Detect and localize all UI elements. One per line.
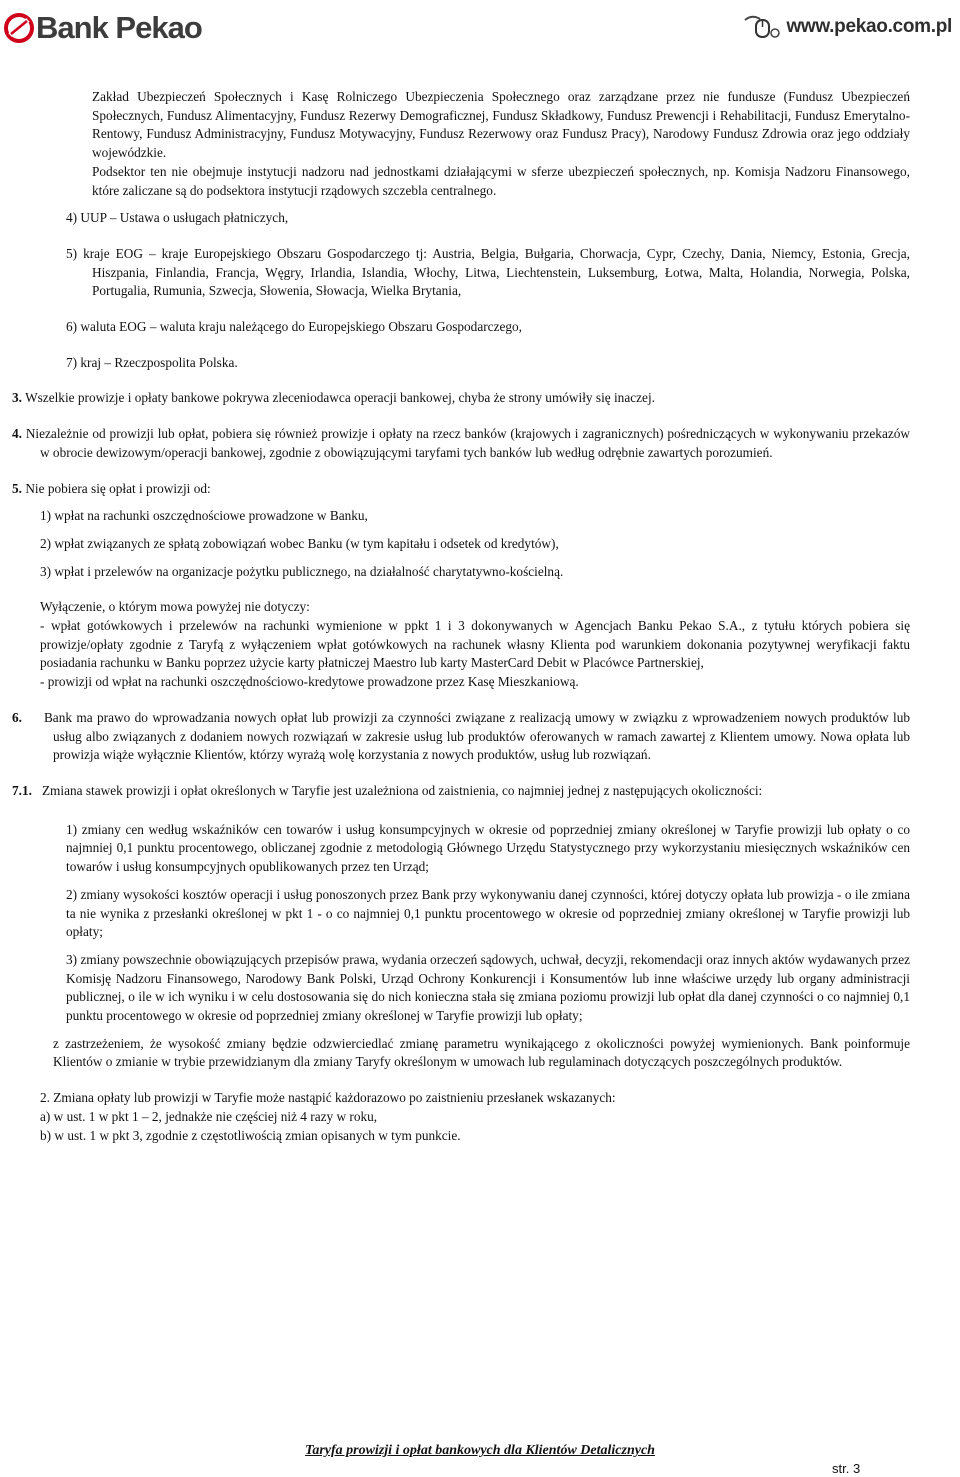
brand-name: Bank Pekao	[36, 10, 202, 45]
page-number: str. 3	[832, 1461, 861, 1476]
definition-7: 7) kraj – Rzeczpospolita Polska.	[66, 354, 238, 370]
section-5-text: Nie pobiera się opłat i prowizji od:	[25, 480, 211, 496]
section-7-item-3: 3) zmiany powszechnie obowiązujących przepisów prawa, wydania orzeczeń sądowych, uchwał, decyzji, rekomendacji oraz innych aktów wydawanych przez Komisję Nadzoru Finansowego, Narodowy Bank Polski, Urząd Ochrony Konkurencji i Konsumentów lub inne właściwe urzędy lub organy administracji publicznej, o ile w ich wyniku i w celu dostosowania się do nich konieczna stała się zmiana poziomu prowizji lub opłat dla danej czynności o co najmniej 0,1 punktu procentowego w okresie od poprzedniej zmiany określonej w Taryfie prowizji lub opłaty;	[66, 951, 910, 1024]
section-3-number: 3.	[12, 390, 22, 406]
section-3-text: Wszelkie prowizje i opłaty bankowe pokrywa zleceniodawca operacji bankowej, chyba że strony umówiły się inaczej.	[25, 390, 655, 406]
section-7-reservation: z zastrzeżeniem, że wysokość zmiany będzie odzwierciedlać zmianę parametru wynikającego z okoliczności powyżej wymienionych. Bank poinformuje Klientów o zmianie w trybie przewidzianym dla zmiany Taryfy określonym w umowach lub regulaminach dotyczących poszczególnych produktów.	[53, 1035, 910, 1070]
section-5-number: 5.	[12, 480, 22, 496]
section-3	[0, 389, 960, 408]
section-5	[0, 480, 960, 499]
page-header	[0, 0, 960, 52]
section-5-item-2: 2) wpłat związanych ze spłatą zobowiązań wobec Banku (w tym kapitału i odsetek od kredytów),	[40, 535, 559, 551]
exclusion-item-2: - prowizji od wpłat na rachunki oszczędnościowo-kredytowe prowadzone przez Kasę Mieszkaniową.	[40, 674, 579, 690]
section-6-number: 6.	[12, 709, 22, 725]
pekao-logo-icon	[4, 13, 34, 43]
section-6-text: Bank ma prawo do wprowadzania nowych opłat lub prowizji za czynności związane z realizacją umowy w związku z wprowadzeniem nowych produktów lub usług albo związanych z dodaniem nowych rozwiązań w zakresie usług lub produktów oferowanych w ramach zawartej z Klientem umowy. Nowa opłata lub prowizja wiąże wyłącznie Klientów, którzy wyrażą wolę korzystania z nowych produktów, usług lub rozwiązań.	[43, 709, 910, 763]
intro-paragraph-1: Zakład Ubezpieczeń Społecznych i Kasę Rolniczego Ubezpieczenia Społecznego oraz zarządzane przez nie fundusze (Fundusz Ubezpieczeń Społecznych, Fundusz Alimentacyjny, Fundusz Rezerwy Demograficznej, Fundusz Składkowy, Fundusz Prewencji i Rehabilitacji, Fundusz Emerytalno-Rentowy, Fundusz Administracyjny, Fundusz Motywacyjny, Fundusz Rezerwowy oraz Fundusz Pracy), Narodowy Fundusz Zdrowia oraz jego oddziały wojewódzkie.	[92, 89, 910, 161]
section-4-text: Niezależnie od prowizji lub opłat, pobiera się również prowizje i opłaty na rzecz banków (krajowych i zagranicznych) pośredniczących w wykonywaniu przekazów w obrocie dewizowym/operacji bankowej, zgodnie z obowiązującymi taryfami tych banków lub według odrębnie zawartych porozumień.	[25, 426, 910, 460]
section-7-paragraph-2-item-b: b) w ust. 1 w pkt 3, zgodnie z częstotliwością zmian opisanych w tym punkcie.	[40, 1127, 461, 1143]
section-5-item-1: 1) wpłat na rachunki oszczędnościowe prowadzone w Banku,	[40, 508, 368, 524]
footer-title: Taryfa prowizji i opłat bankowych dla Klientów Detalicznych	[305, 1443, 655, 1458]
mouse-globe-icon	[742, 12, 782, 42]
website-link[interactable]	[742, 12, 952, 42]
section-7-item-2: 2) zmiany wysokości kosztów operacji i usług ponoszonych przez Bank przy wykonywaniu danej czynności, której dotyczy opłata lub prowizja - o ile zmiana ta nie wynika z przesłanki określonej w pkt 1 - o co najmniej 0,1 punktu procentowego w okresie od poprzedniej zmiany określonej w Taryfie prowizji lub opłaty;	[66, 886, 910, 940]
definition-6: 6) waluta EOG – waluta kraju należącego do Europejskiego Obszaru Gospodarczego,	[66, 319, 522, 335]
section-4-number: 4.	[12, 426, 22, 442]
section-7-number: 7.1.	[12, 782, 32, 798]
exclusion-item-1: - wpłat gotówkowych i przelewów na rachunki wymienione w ppkt 1 i 3 dokonywanych w Agencjach Banku Pekao S.A., z tytułu których pobiera się prowizje/opłaty zgodnie z Taryfą z wyłączeniem wpłat gotówkowych na rachunek własny Klienta pod warunkiem dokonania pozytywnej weryfikacji faktu posiadania rachunku w Banku poprzez użycie karty płatniczej Maestro lub karty MasterCard Debit w Placówce Partnerskiej,	[40, 618, 910, 671]
definition-4: 4) UUP – Ustawa o usługach płatniczych,	[66, 210, 289, 226]
section-7	[0, 782, 960, 801]
document-body	[0, 88, 960, 1145]
section-4	[0, 425, 960, 462]
section-7-paragraph-2-item-a: a) w ust. 1 w pkt 1 – 2, jednakże nie częściej niż 4 razy w roku,	[40, 1108, 378, 1124]
section-5-item-3: 3) wpłat i przelewów na organizacje pożytku publicznego, na działalność charytatywno-kościelną.	[40, 563, 564, 579]
section-7-paragraph-2: 2. Zmiana opłaty lub prowizji w Taryfie może nastąpić każdorazowo po zaistnieniu przesłanek wskazanych:	[40, 1090, 616, 1106]
website-url: www.pekao.com.pl	[786, 16, 952, 37]
section-6	[0, 709, 960, 765]
definition-5: 5) kraje EOG – kraje Europejskiego Obszaru Gospodarczego tj: Austria, Belgia, Bułgaria, Chorwacja, Cypr, Czechy, Dania, Niemcy, Estonia, Grecja, Hiszpania, Finlandia, Francja, Węgry, Irlandia, Islandia, Włochy, Litwa, Liechtenstein, Luksemburg, Łotwa, Malta, Holandia, Norwegia, Polska, Portugalia, Rumunia, Szwecja, Słowenia, Słowacja, Wielka Brytania,	[66, 245, 910, 299]
bank-logo[interactable]	[4, 8, 202, 48]
section-7-text: Zmiana stawek prowizji i opłat określonych w Taryfie jest uzależniona od zaistnienia, co najmniej jednej z następujących okoliczności:	[41, 782, 763, 798]
intro-paragraph-2: Podsektor ten nie obejmuje instytucji nadzoru nad jednostkami działającymi w sferze ubezpieczeń społecznych, np. Komisja Nadzoru Finansowego, które zaliczane są do podsektora instytucji rządowych szczebla centralnego.	[92, 163, 910, 198]
section-7-item-1: 1) zmiany cen według wskaźników cen towarów i usług konsumpcyjnych w okresie od poprzedniej zmiany określonej w Taryfie prowizji lub opłaty o co najmniej 0,1 punktu procentowego, obliczanej zgodnie z metodologią Głównego Urzędu Statystycznego przy wykorzystaniu miesięcznych wskaźników cen towarów i usług konsumpcyjnych opublikowanych przez ten Urząd;	[66, 821, 910, 875]
exclusion-title: Wyłączenie, o którym mowa powyżej nie dotyczy:	[40, 599, 310, 615]
